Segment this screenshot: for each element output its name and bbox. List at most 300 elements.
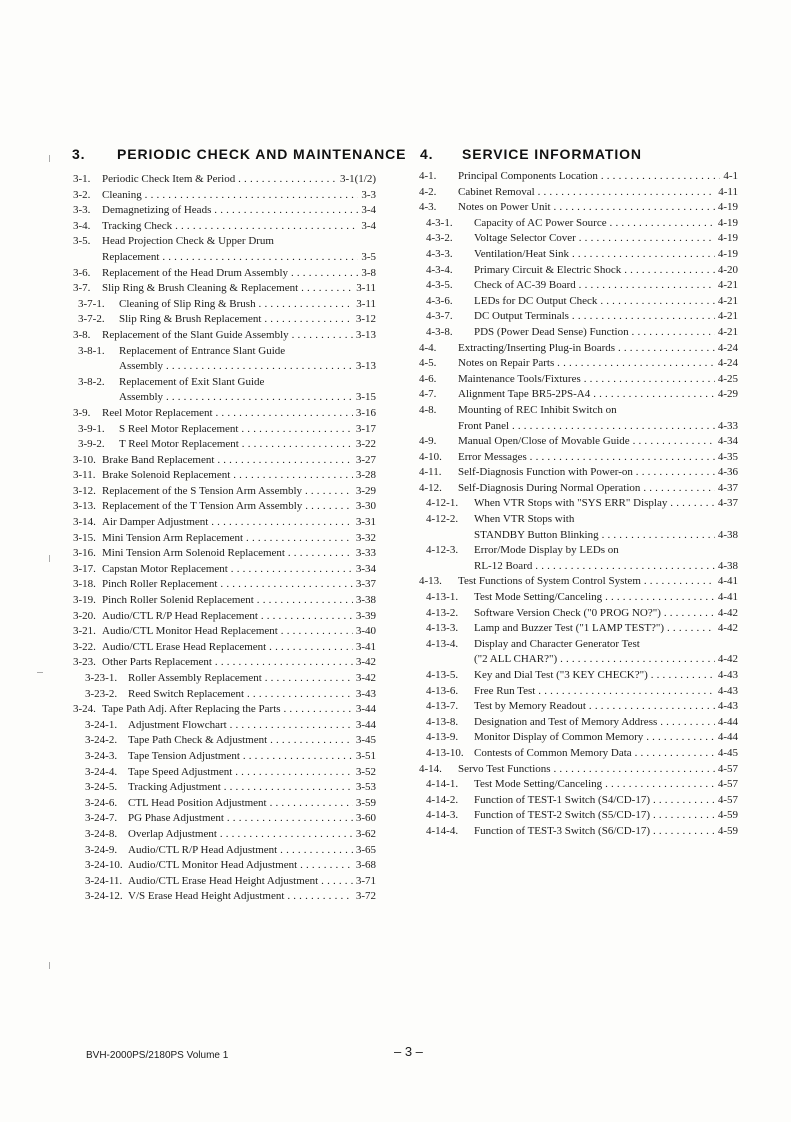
toc-entry-number: 3-9. — [73, 406, 91, 419]
toc-entry-number: 4-4. — [419, 341, 437, 354]
toc-entry-page: 3-15 — [355, 391, 376, 404]
toc-entry-number — [64, 359, 119, 375]
toc-entry-number: 4-14. — [419, 762, 442, 775]
toc-entry — [64, 609, 376, 625]
toc-entry-page: 4-42 — [717, 622, 738, 635]
toc-entry-number: 3-24-4. — [85, 765, 118, 778]
scan-mark — [37, 672, 43, 673]
toc-entry-number: 4-14-3. — [426, 809, 459, 822]
toc-entry-title: Function of TEST-2 Switch (S5/CD-17) . . . — [474, 808, 715, 824]
toc-entry-number: 4-14-2. — [426, 793, 459, 806]
toc-entry — [64, 577, 376, 593]
toc-entry-page: 4-19 — [717, 216, 738, 229]
toc-entry-number — [416, 559, 474, 575]
toc-entry-number: 4-3-1. — [426, 216, 453, 229]
toc-entry — [416, 341, 738, 357]
toc-entry-page: 3-65 — [355, 843, 376, 856]
toc-entry — [64, 312, 376, 328]
toc-entry-page: 3-39 — [355, 609, 376, 622]
toc-entry-page: 3-41 — [355, 640, 376, 653]
toc-entry-page: 4-1 — [723, 170, 738, 182]
toc-entry-title: Overlap Adjustment . . . — [128, 827, 353, 843]
toc-entry — [64, 624, 376, 640]
toc-entry-page: 3-22 — [355, 438, 376, 451]
toc-entry-page: 3-59 — [355, 796, 376, 809]
toc-entry — [64, 811, 376, 827]
toc-entry-page: 3-53 — [355, 781, 376, 794]
toc-entry-page: 4-59 — [717, 824, 738, 837]
toc-entry-number: 3-10. — [73, 453, 96, 466]
section-3-number: 3. — [72, 146, 86, 162]
toc-entry — [416, 590, 738, 606]
toc-entry-number: 3-9-1. — [78, 422, 105, 435]
page-number: – 3 – — [394, 1044, 423, 1059]
toc-entry-page: 4-43 — [717, 700, 738, 713]
toc-entry-title: PDS (Power Dead Sense) Function . . . — [474, 325, 715, 341]
toc-entry-title: Designation and Test of Memory Address . . . — [474, 715, 715, 731]
toc-entry — [64, 687, 376, 703]
toc-entry-page: 4-25 — [717, 372, 738, 385]
toc-entry-page: 3-29 — [355, 484, 376, 497]
toc-entry-number: 3-7-1. — [78, 297, 105, 310]
toc-entry-title: Self-Diagnosis Function with Power-on . . . — [458, 465, 715, 481]
toc-entry-page — [735, 512, 738, 528]
toc-entry-title: Replacement of the Head Drum Assembly . . . — [102, 266, 358, 282]
toc-entry-number: 4-13-9. — [426, 731, 459, 744]
toc-entry — [416, 481, 738, 497]
toc-entry-page: 3-13 — [355, 360, 376, 373]
toc-entry-page: 4-57 — [717, 793, 738, 806]
toc-entry-number: 3-24-6. — [85, 796, 118, 809]
toc-entry-number: 3-5. — [73, 235, 91, 248]
toc-entry-number: 4-3-6. — [426, 294, 453, 307]
toc-entry-number: 3-17. — [73, 562, 96, 575]
toc-entry-page — [373, 375, 376, 391]
toc-entry-page: 4-59 — [717, 809, 738, 822]
toc-entry-page: 3-62 — [355, 827, 376, 840]
toc-entry-number: 3-24-9. — [85, 843, 118, 856]
toc-entry — [416, 559, 738, 575]
toc-entry-number: 4-12. — [419, 481, 442, 494]
toc-entry-title: Periodic Check Item & Period . . . — [102, 172, 337, 188]
toc-entry-title: Audio/CTL R/P Head Replacement . . . — [102, 609, 353, 625]
toc-entry — [64, 702, 376, 718]
toc-entry-number: 4-13-6. — [426, 684, 459, 697]
toc-entry-page: 3-60 — [355, 812, 376, 825]
toc-entry — [416, 668, 738, 684]
toc-entry — [416, 434, 738, 450]
toc-entry-page: 3-32 — [355, 531, 376, 544]
toc-entry-page: 3-4 — [361, 204, 376, 217]
toc-entry — [64, 827, 376, 843]
toc-entry — [416, 169, 738, 185]
toc-entry-number: 3-23-1. — [85, 672, 118, 684]
toc-entry-page: 3-68 — [355, 859, 376, 872]
section-3-heading — [64, 146, 406, 162]
toc-entry-title: Key and Dial Test ("3 KEY CHECK?") . . . — [474, 668, 715, 684]
toc-entry — [416, 777, 738, 793]
toc-entry-number: 4-5. — [419, 357, 437, 370]
toc-entry-page: 3-44 — [355, 703, 376, 716]
toc-entry — [416, 824, 738, 840]
toc-entry — [64, 889, 376, 905]
section-3-toc — [64, 172, 376, 905]
toc-entry-page: 3-28 — [355, 469, 376, 482]
toc-entry-page: 3-52 — [355, 765, 376, 778]
toc-entry-title: Replacement of the T Tension Arm Assembly . . . — [102, 499, 353, 515]
section-4-number: 4. — [420, 146, 434, 162]
toc-entry — [64, 484, 376, 500]
toc-entry-title: Test by Memory Readout . . . — [474, 699, 715, 715]
toc-entry-page: 4-21 — [717, 279, 738, 292]
toc-entry-title: Assembly . . . — [119, 359, 353, 375]
toc-entry-number: 4-14-4. — [426, 824, 459, 837]
toc-entry — [416, 263, 738, 279]
toc-entry — [64, 655, 376, 671]
toc-entry-page: 4-21 — [717, 310, 738, 323]
toc-entry-title: Tape Path Check & Adjustment . . . — [128, 733, 353, 749]
scan-mark — [49, 962, 50, 969]
toc-entry-number: 3-8-1. — [78, 344, 105, 357]
toc-entry-title: Ventilation/Heat Sink . . . — [474, 247, 715, 263]
toc-entry-title: Assembly . . . — [119, 390, 353, 406]
toc-entry-number: 3-24-10. — [85, 859, 123, 872]
toc-entry-page: 3-45 — [355, 734, 376, 747]
toc-entry-number: 3-24-11. — [85, 874, 123, 887]
toc-entry-page: 3-42 — [355, 672, 376, 684]
scan-mark — [49, 555, 50, 562]
toc-entry-number: 4-13. — [419, 575, 442, 588]
toc-entry-page: 4-44 — [717, 731, 738, 744]
toc-entry-number: 3-15. — [73, 531, 96, 544]
toc-entry-page: 3-11 — [356, 282, 376, 295]
toc-entry-page: 4-24 — [717, 341, 738, 354]
toc-entry-number: 3-2. — [73, 188, 91, 201]
toc-entry — [416, 465, 738, 481]
toc-entry-number: 3-20. — [73, 609, 96, 622]
toc-entry-title: Voltage Selector Cover . . . — [474, 231, 715, 247]
toc-entry-number: 3-1. — [73, 173, 91, 185]
toc-entry-page: 4-21 — [717, 294, 738, 307]
toc-entry-number: 3-24-3. — [85, 749, 118, 762]
toc-entry-title: Mini Tension Arm Replacement . . . — [102, 531, 353, 547]
toc-entry-title: Replacement of the Slant Guide Assembly . . . — [102, 328, 353, 344]
toc-entry-title: Pinch Roller Replacement . . . — [102, 577, 353, 593]
toc-entry — [416, 606, 738, 622]
toc-entry-title: Manual Open/Close of Movable Guide . . . — [458, 434, 715, 450]
toc-entry-number: 3-11. — [73, 469, 96, 482]
toc-entry-page: 4-45 — [717, 746, 738, 759]
toc-entry — [64, 375, 376, 391]
toc-entry-number: 4-13-1. — [426, 591, 459, 604]
toc-entry-title: Primary Circuit & Electric Shock . . . — [474, 263, 715, 279]
toc-entry-title: Servo Test Functions . . . — [458, 762, 715, 778]
toc-entry — [64, 858, 376, 874]
toc-entry-title: Replacement of the S Tension Arm Assembly . . . — [102, 484, 353, 500]
toc-entry-number: 3-24-12. — [85, 890, 123, 903]
toc-entry-title: Roller Assembly Replacement . . . — [128, 671, 353, 687]
toc-entry-page: 4-29 — [717, 388, 738, 401]
toc-entry-title: Contests of Common Memory Data . . . — [474, 746, 715, 762]
toc-entry-page: 3-38 — [355, 594, 376, 607]
toc-entry-number: 3-4. — [73, 219, 91, 232]
toc-entry-page: 4-41 — [717, 575, 738, 588]
toc-entry — [416, 309, 738, 325]
toc-entry-title: Audio/CTL Erase Head Replacement . . . — [102, 640, 353, 656]
toc-entry-number: 3-12. — [73, 484, 96, 497]
toc-entry — [64, 780, 376, 796]
toc-entry-title: Mounting of REC Inhibit Switch on — [458, 403, 617, 416]
toc-entry-page — [735, 637, 738, 653]
toc-entry-page: 4-44 — [717, 715, 738, 728]
toc-entry — [416, 512, 738, 528]
toc-entry-page: 3-72 — [355, 890, 376, 903]
toc-entry-page — [735, 543, 738, 559]
toc-entry — [416, 403, 738, 419]
toc-entry-title: Error Messages . . . — [458, 450, 715, 466]
toc-entry-page: 4-42 — [717, 653, 738, 666]
toc-entry-title: Software Version Check ("0 PROG NO?") . . . — [474, 606, 715, 622]
toc-entry — [64, 640, 376, 656]
toc-entry — [416, 715, 738, 731]
toc-entry-page: 3-4 — [361, 219, 376, 232]
toc-entry — [64, 406, 376, 422]
toc-entry-page: 3-1(1/2) — [339, 173, 376, 185]
toc-entry-title: Notes on Power Unit . . . — [458, 200, 715, 216]
toc-entry-number: 3-24-5. — [85, 781, 118, 794]
toc-entry-page: 4-57 — [717, 778, 738, 791]
toc-entry-page: 4-24 — [717, 357, 738, 370]
toc-entry — [416, 419, 738, 435]
toc-entry-page: 4-19 — [717, 201, 738, 214]
toc-entry — [64, 234, 376, 250]
toc-entry — [64, 203, 376, 219]
toc-entry-title: Replacement of Exit Slant Guide — [119, 375, 265, 388]
toc-entry-title: Monitor Display of Common Memory . . . — [474, 730, 715, 746]
toc-entry-page: 4-57 — [717, 762, 738, 775]
toc-entry-title: Function of TEST-1 Switch (S4/CD-17) . . . — [474, 793, 715, 809]
toc-entry-number — [64, 250, 102, 266]
toc-entry-title: Tape Path Adj. After Replacing the Parts . . . — [102, 702, 353, 718]
toc-entry — [416, 356, 738, 372]
toc-entry-page — [373, 234, 376, 250]
toc-entry-page: 3-8 — [361, 266, 376, 279]
toc-entry-title: Demagnetizing of Heads . . . — [102, 203, 358, 219]
toc-entry-page: 4-43 — [717, 669, 738, 681]
toc-entry-page: 4-11 — [718, 185, 738, 198]
toc-entry-title: Replacement . . . — [102, 250, 358, 266]
toc-entry — [416, 325, 738, 341]
toc-entry-title: Capacity of AC Power Source . . . — [474, 216, 715, 232]
toc-entry-page: 3-3 — [361, 188, 376, 201]
toc-entry-page: 3-11 — [356, 297, 376, 310]
toc-entry-page: 3-31 — [355, 516, 376, 529]
toc-entry-title: Other Parts Replacement . . . — [102, 655, 353, 671]
toc-entry-title: Tape Tension Adjustment . . . — [128, 749, 353, 765]
toc-entry-number: 3-24-1. — [85, 718, 118, 731]
toc-entry-title: S Reel Motor Replacement . . . — [119, 422, 353, 438]
toc-entry-page: 4-21 — [717, 325, 738, 338]
section-4-title: SERVICE INFORMATION — [462, 146, 642, 162]
toc-entry-number: 4-13-7. — [426, 700, 459, 713]
toc-entry-title: Head Projection Check & Upper Drum — [102, 235, 274, 248]
toc-entry-number: 4-13-4. — [426, 637, 459, 650]
toc-entry-number: 4-7. — [419, 388, 437, 401]
toc-entry — [64, 733, 376, 749]
toc-entry-page: 3-71 — [355, 874, 376, 887]
toc-entry-title: Principal Components Location . . . — [458, 169, 720, 185]
toc-entry-title: Test Mode Setting/Canceling . . . — [474, 590, 715, 606]
toc-entry-number: 4-3-8. — [426, 325, 453, 338]
toc-entry-title: When VTR Stops with "SYS ERR" Display . . . — [474, 496, 715, 512]
toc-entry — [416, 637, 738, 653]
toc-entry-page: 3-16 — [355, 406, 376, 419]
toc-entry — [416, 684, 738, 700]
toc-entry — [416, 762, 738, 778]
toc-entry-page: 4-37 — [717, 497, 738, 510]
toc-entry-title: Reel Motor Replacement . . . — [102, 406, 353, 422]
toc-entry-number — [416, 652, 474, 668]
toc-entry-page: 3-5 — [361, 250, 376, 263]
toc-entry-number: 4-3. — [419, 201, 437, 214]
toc-entry-title: Capstan Motor Replacement . . . — [102, 562, 353, 578]
toc-entry — [64, 562, 376, 578]
toc-entry — [64, 468, 376, 484]
toc-entry-title: Maintenance Tools/Fixtures . . . — [458, 372, 715, 388]
toc-entry-page: 4-19 — [717, 232, 738, 245]
toc-entry-title: Notes on Repair Parts . . . — [458, 356, 715, 372]
toc-entry — [64, 546, 376, 562]
toc-entry-title: Audio/CTL Monitor Head Adjustment . . . — [128, 858, 353, 874]
toc-entry-title: Slip Ring & Brush Cleaning & Replacement . . . — [102, 281, 353, 297]
toc-entry-number: 4-13-2. — [426, 606, 459, 619]
toc-entry-page: 3-51 — [355, 749, 376, 762]
toc-entry-number: 3-14. — [73, 516, 96, 529]
toc-entry-number: 3-18. — [73, 578, 96, 591]
toc-entry — [64, 749, 376, 765]
toc-entry — [64, 188, 376, 204]
toc-entry — [64, 843, 376, 859]
toc-entry-number: 3-7-2. — [78, 313, 105, 326]
toc-entry-title: Audio/CTL Erase Head Height Adjustment . . . — [128, 874, 353, 890]
toc-entry — [64, 328, 376, 344]
toc-entry-number: 4-11. — [419, 466, 442, 479]
toc-entry-title: Cabinet Removal . . . — [458, 185, 715, 201]
toc-entry-title: Slip Ring & Brush Replacement . . . — [119, 312, 353, 328]
toc-entry-page: 3-34 — [355, 562, 376, 575]
section-4-toc — [416, 169, 738, 840]
toc-entry-number: 4-3-3. — [426, 247, 453, 260]
toc-entry-number: 3-22. — [73, 640, 96, 653]
toc-entry-title: Alignment Tape BR5-2PS-A4 . . . — [458, 387, 715, 403]
toc-entry-title: Test Functions of System Control System . . . — [458, 574, 715, 590]
toc-entry — [64, 515, 376, 531]
toc-entry-number — [64, 390, 119, 406]
toc-entry-number: 4-13-3. — [426, 622, 459, 635]
toc-entry-page: 4-20 — [717, 263, 738, 276]
toc-entry-title: Adjustment Flowchart . . . — [128, 718, 353, 734]
toc-entry-page: 4-19 — [717, 247, 738, 260]
toc-entry — [416, 621, 738, 637]
toc-entry-title: Audio/CTL Monitor Head Replacement . . . — [102, 624, 353, 640]
toc-entry-number: 4-6. — [419, 372, 437, 385]
toc-entry — [64, 297, 376, 313]
toc-entry-title: DC Output Terminals . . . — [474, 309, 715, 325]
toc-entry-number: 3-21. — [73, 625, 96, 638]
toc-entry-title: Extracting/Inserting Plug-in Boards . . . — [458, 341, 715, 357]
toc-entry-title: When VTR Stops with — [474, 513, 575, 526]
toc-entry-number: 4-3-5. — [426, 279, 453, 292]
toc-entry — [416, 730, 738, 746]
toc-entry — [416, 528, 738, 544]
toc-entry-title: Test Mode Setting/Canceling . . . — [474, 777, 715, 793]
toc-entry-number: 4-8. — [419, 403, 437, 416]
toc-entry-number: 4-13-8. — [426, 715, 459, 728]
toc-entry-title: Error/Mode Display by LEDs on — [474, 544, 619, 557]
toc-entry-page: 4-35 — [717, 450, 738, 463]
toc-entry — [416, 216, 738, 232]
toc-entry — [64, 359, 376, 375]
toc-entry-title: PG Phase Adjustment . . . — [128, 811, 353, 827]
toc-entry-page: 4-41 — [717, 591, 738, 604]
toc-entry-number: 3-23. — [73, 656, 96, 669]
toc-entry — [64, 796, 376, 812]
toc-entry — [416, 574, 738, 590]
toc-entry-page — [735, 403, 738, 419]
toc-entry-page: 3-13 — [355, 328, 376, 341]
toc-entry-title: Cleaning . . . — [102, 188, 358, 204]
toc-entry-title: Cleaning of Slip Ring & Brush . . . — [119, 297, 353, 313]
toc-entry-page: 4-34 — [717, 435, 738, 448]
toc-entry — [64, 250, 376, 266]
toc-entry-page: 4-38 — [717, 528, 738, 541]
toc-entry-number: 3-24-7. — [85, 812, 118, 825]
toc-entry — [64, 453, 376, 469]
toc-entry — [416, 746, 738, 762]
toc-entry-number: 4-13-5. — [426, 669, 459, 681]
toc-entry-number: 3-24. — [73, 703, 96, 716]
toc-entry — [64, 266, 376, 282]
toc-entry — [64, 671, 376, 687]
toc-entry — [416, 185, 738, 201]
toc-entry-page: 3-44 — [355, 718, 376, 731]
scan-mark — [49, 155, 50, 162]
toc-entry-number: 4-12-3. — [426, 544, 459, 557]
toc-entry — [416, 543, 738, 559]
toc-entry-page: 3-40 — [355, 625, 376, 638]
toc-entry-number: 4-12-1. — [426, 497, 459, 510]
footer-model: BVH-2000PS/2180PS Volume 1 — [86, 1050, 229, 1061]
toc-entry-title: Display and Character Generator Test — [474, 637, 640, 650]
toc-entry-number — [416, 419, 458, 435]
toc-entry — [416, 450, 738, 466]
toc-entry — [416, 200, 738, 216]
toc-entry — [64, 874, 376, 890]
toc-entry-page: 3-43 — [355, 687, 376, 700]
toc-entry-title: Lamp and Buzzer Test ("1 LAMP TEST?") . . . — [474, 621, 715, 637]
toc-entry-number: 4-3-4. — [426, 263, 453, 276]
toc-entry-page: 3-27 — [355, 453, 376, 466]
toc-entry — [416, 699, 738, 715]
toc-entry — [416, 808, 738, 824]
toc-entry-number: 3-7. — [73, 282, 91, 295]
toc-entry — [64, 281, 376, 297]
toc-entry-page: 3-17 — [355, 422, 376, 435]
toc-entry-title: Tracking Adjustment . . . — [128, 780, 353, 796]
toc-entry — [416, 294, 738, 310]
toc-entry-number: 4-12-2. — [426, 513, 459, 526]
toc-entry-title: Brake Band Replacement . . . — [102, 453, 353, 469]
